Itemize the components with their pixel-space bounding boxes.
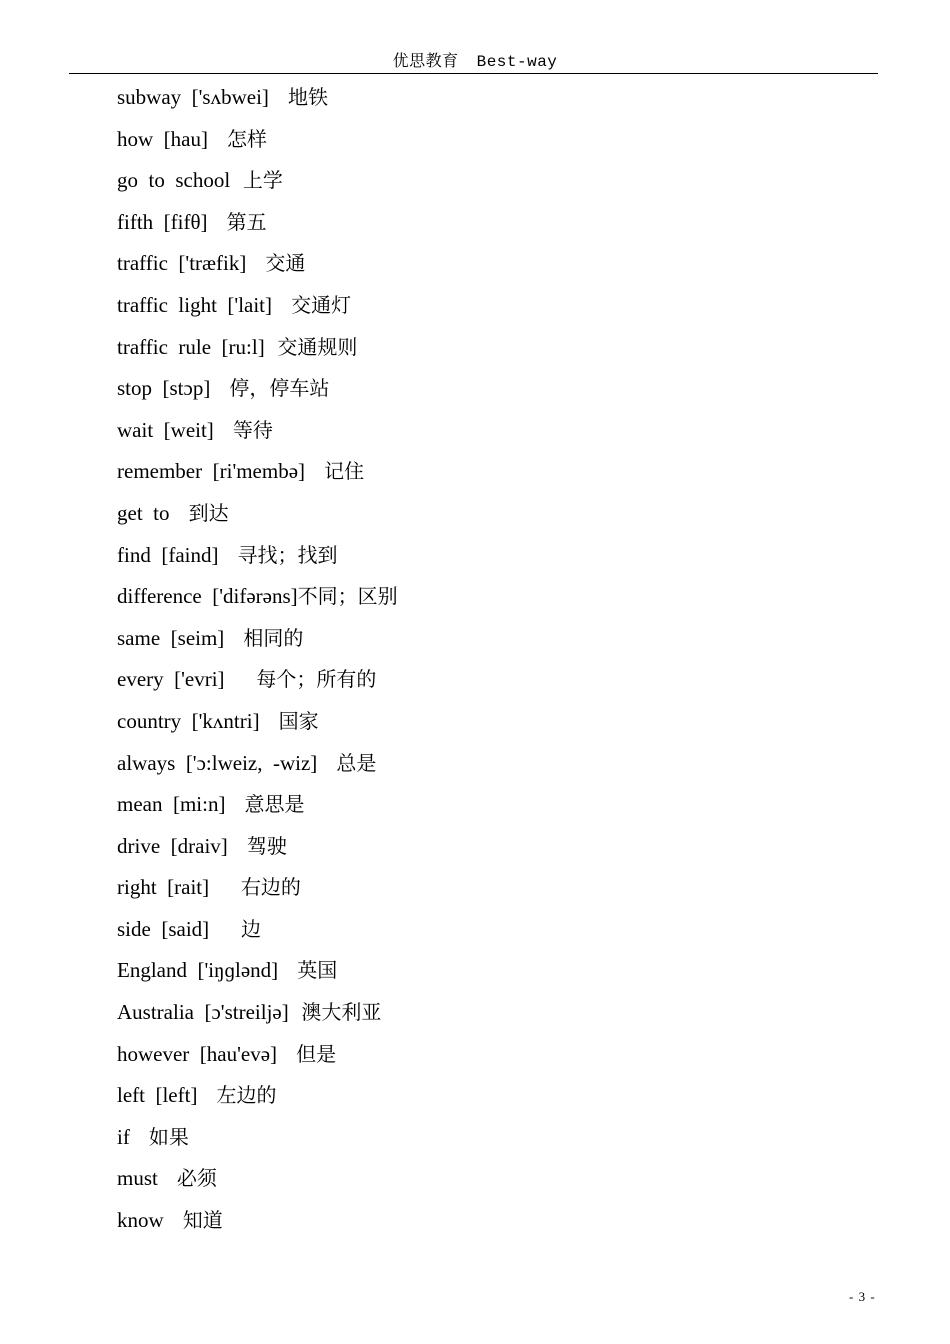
vocab-entry [117, 1163, 398, 1205]
vocab-meaning: 如果 [129, 1124, 189, 1149]
vocabulary-list [117, 82, 398, 1247]
vocab-meaning: 地铁 [268, 85, 328, 109]
vocab-word: side [said] [117, 916, 210, 941]
vocab-word: left [left] [117, 1083, 198, 1108]
vocab-word: England ['iŋɡlənd] [117, 958, 279, 983]
vocab-word: how [hau] [117, 126, 208, 151]
header-divider [69, 73, 878, 74]
vocab-entry [117, 1205, 398, 1247]
vocab-word: traffic rule [ru:l] [117, 334, 265, 359]
vocab-entry [117, 831, 398, 873]
vocab-word: mean [mi:n] [117, 792, 226, 817]
vocab-meaning: 第五 [207, 209, 267, 234]
vocab-word: find [faind] [117, 542, 219, 567]
vocab-entry [117, 914, 398, 956]
vocab-meaning: 总是 [317, 750, 377, 775]
vocab-entry [117, 498, 398, 540]
vocab-entry [117, 706, 398, 748]
vocab-entry [117, 207, 398, 249]
vocab-word: country ['kʌntri] [117, 708, 260, 733]
vocab-word: however [hau'evə] [117, 1041, 278, 1066]
vocab-meaning: 寻找；找到 [218, 542, 338, 567]
vocab-entry [117, 290, 398, 332]
vocab-entry [117, 124, 398, 166]
vocab-meaning: 必须 [157, 1166, 217, 1191]
vocab-entry [117, 955, 398, 997]
page-number: - 3 - [849, 1289, 876, 1304]
vocab-word: must [117, 1166, 158, 1191]
vocab-meaning: 右边的 [209, 875, 301, 900]
vocab-entry [117, 1122, 398, 1164]
vocab-entry [117, 789, 398, 831]
vocab-meaning: 知道 [163, 1208, 223, 1233]
vocab-word: stop [stɔp] [117, 376, 211, 401]
vocab-meaning: 相同的 [224, 625, 304, 650]
vocab-meaning: 到达 [169, 500, 229, 525]
vocab-entry [117, 248, 398, 290]
vocab-word: wait [weit] [117, 417, 214, 442]
header-brand-cn: 优思教育 [392, 51, 459, 70]
vocab-entry [117, 332, 398, 374]
vocab-word: difference ['difərəns] [117, 584, 298, 609]
vocab-word: remember [ri'membə] [117, 459, 306, 484]
vocab-entry [117, 748, 398, 790]
vocab-meaning: 但是 [277, 1041, 337, 1066]
vocab-word: Australia [ɔ'streiljə] [117, 1000, 289, 1025]
vocab-entry [117, 664, 398, 706]
vocab-meaning: 英国 [278, 958, 338, 983]
page-header [0, 50, 950, 73]
vocab-entry [117, 165, 398, 207]
vocab-entry [117, 456, 398, 498]
vocab-word: know [117, 1208, 164, 1233]
vocab-meaning: 边 [209, 916, 261, 941]
vocab-entry [117, 373, 398, 415]
vocab-meaning: 不同；区别 [297, 584, 398, 609]
vocab-word: same [seim] [117, 625, 225, 650]
vocab-word: subway ['sʌbwei] [117, 85, 269, 109]
vocab-entry [117, 1080, 398, 1122]
vocab-entry [117, 82, 398, 124]
header-brand-en: Best-way [476, 53, 558, 71]
vocab-meaning: 停，停车站 [210, 376, 330, 401]
vocab-meaning: 国家 [259, 708, 319, 733]
vocab-word: traffic ['træfik] [117, 251, 247, 276]
vocab-meaning: 交通 [246, 251, 306, 276]
vocab-meaning: 上学 [230, 168, 283, 193]
vocab-meaning: 澳大利亚 [288, 1000, 382, 1025]
vocab-entry [117, 623, 398, 665]
vocab-word: always ['ɔ:lweiz, -wiz] [117, 750, 318, 775]
vocab-meaning: 等待 [213, 417, 273, 442]
vocab-entry [117, 997, 398, 1039]
vocab-meaning: 记住 [305, 459, 365, 484]
vocab-word: fifth [fifθ] [117, 209, 208, 234]
vocab-word: drive [draiv] [117, 833, 228, 858]
vocab-entry [117, 540, 398, 582]
vocab-meaning: 意思是 [225, 792, 305, 817]
vocab-meaning: 每个；所有的 [224, 667, 377, 692]
vocab-entry [117, 1039, 398, 1081]
vocab-meaning: 左边的 [197, 1083, 277, 1108]
vocab-entry [117, 415, 398, 457]
vocab-word: if [117, 1124, 130, 1149]
vocab-meaning: 怎样 [207, 126, 268, 151]
vocab-word: every ['evri] [117, 667, 225, 692]
vocab-meaning: 交通规则 [264, 334, 358, 359]
vocab-entry [117, 581, 398, 623]
vocab-entry [117, 872, 398, 914]
vocab-meaning: 交通灯 [272, 292, 352, 317]
vocab-word: go to school [117, 168, 231, 193]
vocab-word: get to [117, 500, 170, 525]
vocab-word: traffic light ['lait] [117, 292, 273, 317]
vocab-meaning: 驾驶 [227, 833, 287, 858]
vocab-word: right [rait] [117, 875, 210, 900]
